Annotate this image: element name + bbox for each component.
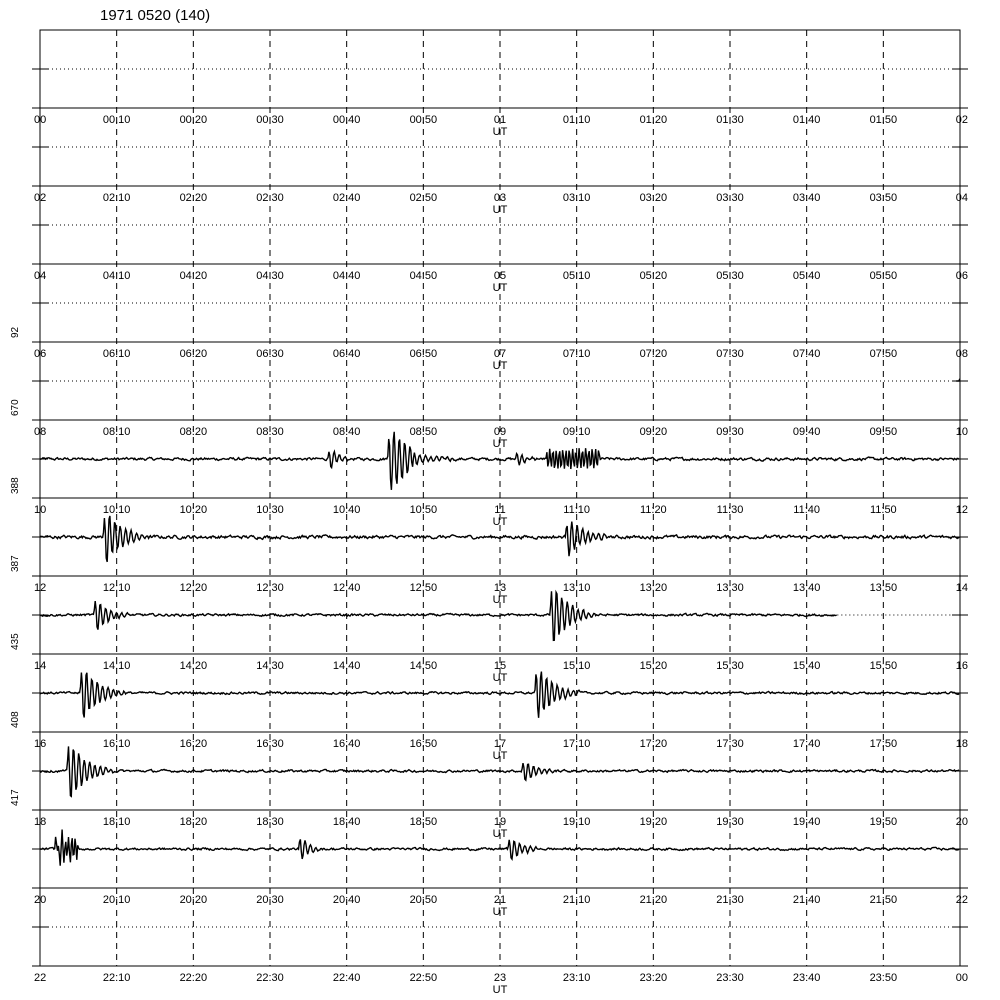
axis-xlabel: UT (492, 438, 508, 450)
tick-label: 20:20 (179, 894, 208, 906)
tick-label: 14:10 (102, 660, 131, 672)
tick-label: 01:10 (562, 114, 591, 126)
tick-label: 22 (34, 972, 47, 984)
tick-label: 14 (955, 582, 968, 594)
tick-label: 06 (34, 348, 47, 360)
tick-label: 10:50 (409, 504, 438, 516)
tick-label: 08:10 (102, 426, 131, 438)
tick-label: 08 (955, 348, 968, 360)
row-side-label: 388 (10, 477, 21, 494)
tick-label: 04 (955, 192, 968, 204)
tick-label: 19:10 (562, 816, 591, 828)
tick-label: 19:30 (716, 816, 744, 828)
axis-xlabel: UT (492, 126, 508, 138)
axis-xlabel: UT (492, 594, 508, 606)
axis-xlabel: UT (492, 906, 508, 918)
tick-label: 02:20 (179, 192, 208, 204)
tick-label: 18:50 (409, 816, 438, 828)
tick-label: 05 (493, 270, 507, 282)
axis-xlabel: UT (492, 360, 508, 372)
axis-xlabel: UT (492, 282, 508, 294)
tick-label: 15:30 (716, 660, 744, 672)
tick-label: 17:50 (869, 738, 898, 750)
tick-label: 23 (493, 972, 507, 984)
tick-label: 14:20 (179, 660, 208, 672)
tick-label: 23:40 (792, 972, 821, 984)
tick-label: 12 (955, 504, 968, 516)
axis-labels (10, 114, 968, 996)
tick-label: 07:20 (639, 348, 668, 360)
tick-label: 15:40 (792, 660, 821, 672)
tick-label: 15:50 (869, 660, 898, 672)
chart-title: 1971 0520 (140) (100, 7, 211, 24)
tick-label: 10 (955, 426, 968, 438)
tick-label: 20 (34, 894, 47, 906)
tick-label: 00:20 (179, 114, 208, 126)
tick-label: 06:40 (332, 348, 361, 360)
tick-label: 07:50 (869, 348, 898, 360)
tick-label: 00:50 (409, 114, 438, 126)
tick-label: 13:10 (562, 582, 591, 594)
tick-label: 09:30 (716, 426, 744, 438)
tick-label: 22:40 (332, 972, 361, 984)
tick-label: 13:50 (869, 582, 898, 594)
tick-label: 15:20 (639, 660, 668, 672)
tick-label: 18:40 (332, 816, 361, 828)
tick-label: 10:30 (256, 504, 284, 516)
tick-label: 09:40 (792, 426, 821, 438)
tick-label: 21:30 (716, 894, 744, 906)
tick-label: 12:30 (256, 582, 284, 594)
tick-label: 03:50 (869, 192, 898, 204)
tick-label: 12:50 (409, 582, 438, 594)
tick-label: 11:10 (563, 504, 591, 516)
row-side-label: 670 (10, 399, 21, 416)
row-side-label: 417 (10, 789, 21, 806)
tick-label: 16:20 (179, 738, 208, 750)
tick-label: 12:10 (102, 582, 131, 594)
axis-xlabel: UT (492, 828, 508, 840)
tick-label: 02:40 (332, 192, 361, 204)
tick-label: 06 (955, 270, 968, 282)
tick-label: 02 (955, 114, 968, 126)
tick-label: 16:10 (102, 738, 131, 750)
tick-label: 03:10 (562, 192, 591, 204)
tick-label: 05:20 (639, 270, 668, 282)
tick-label: 15:10 (562, 660, 591, 672)
tick-label: 07:10 (562, 348, 591, 360)
tick-label: 08 (34, 426, 47, 438)
tick-label: 00 (955, 972, 968, 984)
tick-label: 00 (34, 114, 47, 126)
tick-label: 14:50 (409, 660, 438, 672)
tick-label: 08:50 (409, 426, 438, 438)
tick-label: 04:10 (102, 270, 131, 282)
tick-label: 12 (34, 582, 47, 594)
tick-label: 21:40 (792, 894, 821, 906)
tick-label: 01:30 (716, 114, 744, 126)
tick-label: 18:20 (179, 816, 208, 828)
axis-xlabel: UT (492, 750, 508, 762)
tick-label: 21:10 (562, 894, 591, 906)
tick-label: 06:20 (179, 348, 208, 360)
tick-label: 08:30 (256, 426, 284, 438)
tick-label: 18:30 (256, 816, 284, 828)
axis-xlabel: UT (492, 984, 508, 996)
tick-label: 21:50 (869, 894, 898, 906)
tick-label: 05:50 (869, 270, 898, 282)
tick-label: 11:30 (716, 504, 744, 516)
row-side-label: 435 (10, 633, 21, 650)
tick-label: 10:10 (102, 504, 131, 516)
tick-label: 20:50 (409, 894, 438, 906)
tick-label: 10:40 (332, 504, 361, 516)
tick-label: 00:40 (332, 114, 361, 126)
tick-label: 07 (493, 348, 507, 360)
tick-label: 11:40 (793, 504, 821, 516)
tick-label: 01:50 (869, 114, 898, 126)
tick-label: 03:30 (716, 192, 744, 204)
tick-label: 23:10 (562, 972, 591, 984)
tick-label: 11:20 (639, 504, 667, 516)
tick-label: 07:40 (792, 348, 821, 360)
tick-label: 01:40 (792, 114, 821, 126)
row-side-label: 408 (10, 711, 21, 728)
tick-label: 02:30 (256, 192, 284, 204)
tick-label: 09 (493, 426, 507, 438)
tick-label: 08:40 (332, 426, 361, 438)
tick-label: 15 (493, 660, 507, 672)
tick-label: 03 (493, 192, 507, 204)
tick-label: 12:20 (179, 582, 208, 594)
tick-label: 13:20 (639, 582, 668, 594)
tick-label: 22:30 (256, 972, 284, 984)
tick-label: 23:20 (639, 972, 668, 984)
tick-label: 04:20 (179, 270, 208, 282)
tick-label: 03:40 (792, 192, 821, 204)
tick-label: 17:20 (639, 738, 668, 750)
tick-label: 21:20 (639, 894, 668, 906)
tick-label: 14:40 (332, 660, 361, 672)
tick-label: 19:40 (792, 816, 821, 828)
axis-xlabel: UT (492, 672, 508, 684)
tick-label: 05:40 (792, 270, 821, 282)
seismic-trace-row-14 (40, 591, 837, 640)
tick-label: 09:50 (869, 426, 898, 438)
axis-xlabel: UT (492, 516, 508, 528)
axis-xlabel: UT (492, 204, 508, 216)
tick-label: 00:10 (102, 114, 131, 126)
tick-label: 17:30 (716, 738, 744, 750)
tick-label: 20:30 (256, 894, 284, 906)
tick-label: 20 (955, 816, 968, 828)
tick-label: 22:20 (179, 972, 208, 984)
tick-label: 18:10 (102, 816, 131, 828)
tick-label: 08:20 (179, 426, 208, 438)
tick-label: 16:50 (409, 738, 438, 750)
tick-label: 20:10 (102, 894, 131, 906)
tick-label: 16:40 (332, 738, 361, 750)
tick-label: 16 (34, 738, 47, 750)
tick-label: 09:20 (639, 426, 668, 438)
tick-label: 19 (493, 816, 507, 828)
tick-label: 22 (955, 894, 968, 906)
row-side-label: 387 (10, 555, 21, 572)
tick-label: 16:30 (256, 738, 284, 750)
tick-label: 14 (34, 660, 47, 672)
tick-label: 10:20 (179, 504, 208, 516)
row-side-label: 92 (10, 326, 21, 338)
tick-label: 17:40 (792, 738, 821, 750)
tick-label: 01 (493, 114, 507, 126)
tick-label: 18 (955, 738, 968, 750)
tick-label: 13 (493, 582, 507, 594)
tick-label: 02:50 (409, 192, 438, 204)
tick-label: 17:10 (562, 738, 591, 750)
tick-label: 06:10 (102, 348, 131, 360)
tick-label: 02 (34, 192, 47, 204)
tick-label: 04:30 (256, 270, 284, 282)
tick-label: 19:20 (639, 816, 668, 828)
tick-label: 16 (955, 660, 968, 672)
tick-label: 06:30 (256, 348, 284, 360)
tick-label: 00:30 (256, 114, 284, 126)
tick-label: 23:50 (869, 972, 898, 984)
tick-label: 05:30 (716, 270, 744, 282)
tick-label: 01:20 (639, 114, 668, 126)
tick-label: 13:40 (792, 582, 821, 594)
seismic-trace-row-08 (956, 379, 960, 381)
tick-label: 23:30 (716, 972, 744, 984)
tick-label: 04:40 (332, 270, 361, 282)
tick-label: 04:50 (409, 270, 438, 282)
tick-label: 09:10 (562, 426, 591, 438)
tick-label: 19:50 (869, 816, 898, 828)
tick-label: 03:20 (639, 192, 668, 204)
tick-label: 22:10 (102, 972, 131, 984)
tick-label: 11 (494, 504, 506, 516)
tick-label: 20:40 (332, 894, 361, 906)
tick-label: 05:10 (562, 270, 591, 282)
tick-label: 04 (34, 270, 47, 282)
tick-label: 21 (493, 894, 507, 906)
tick-label: 10 (34, 504, 47, 516)
tick-label: 18 (34, 816, 47, 828)
tick-label: 12:40 (332, 582, 361, 594)
tick-label: 22:50 (409, 972, 438, 984)
tick-label: 11:50 (869, 504, 897, 516)
tick-label: 13:30 (716, 582, 744, 594)
tick-label: 02:10 (102, 192, 131, 204)
tick-label: 07:30 (716, 348, 744, 360)
tick-label: 06:50 (409, 348, 438, 360)
tick-label: 17 (493, 738, 507, 750)
tick-label: 14:30 (256, 660, 284, 672)
